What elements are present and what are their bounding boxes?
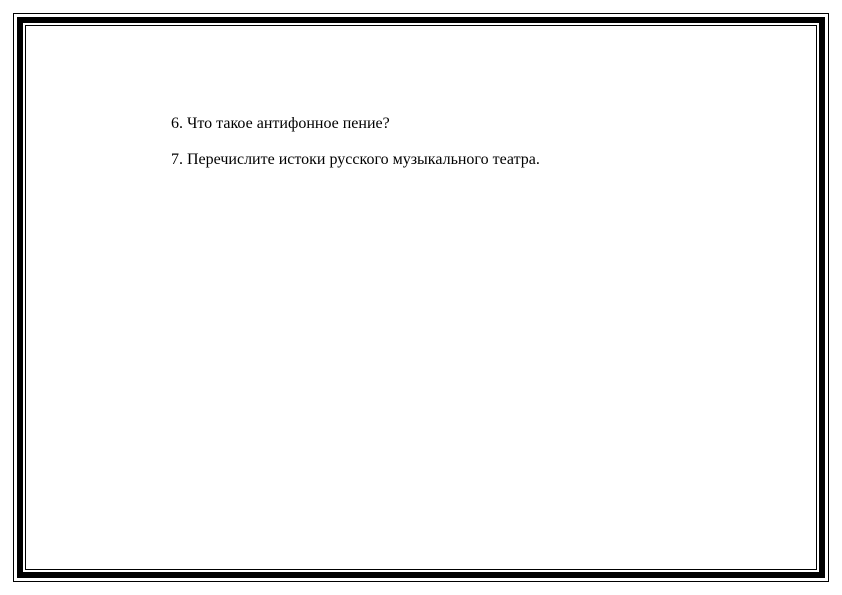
question-7: 7. Перечислите истоки русского музыкального театра. xyxy=(171,151,540,168)
question-6: 6. Что такое антифонное пение? xyxy=(171,115,390,132)
slide-frame-inner-line xyxy=(25,25,817,570)
question-list xyxy=(171,114,771,170)
